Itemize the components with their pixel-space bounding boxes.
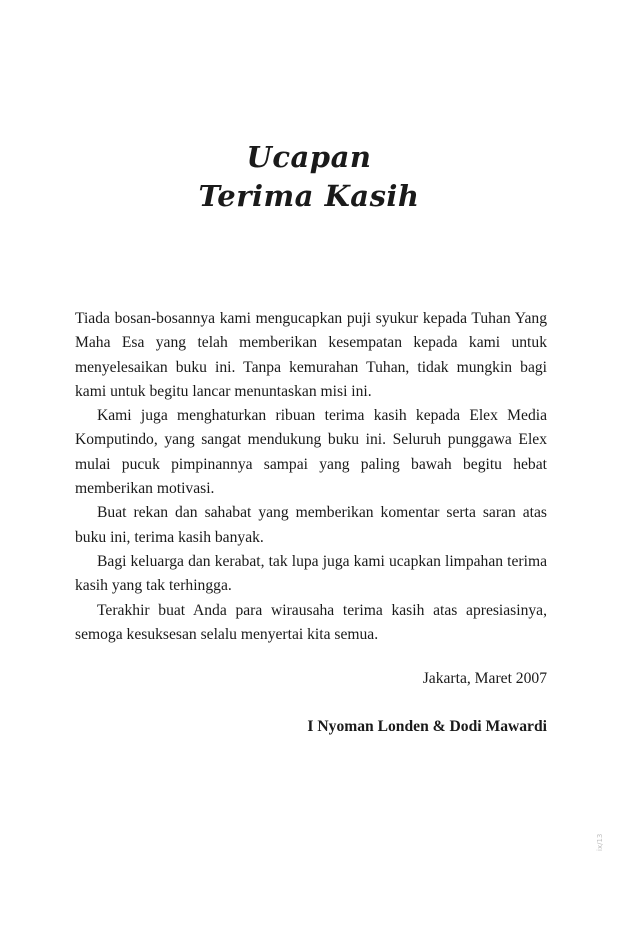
paragraph-3: Buat rekan dan sahabat yang memberikan komentar serta saran atas buku ini, terima kasih banyak. — [75, 504, 547, 546]
paragraph-4: Bagi keluarga dan kerabat, tak lupa juga kami ucapkan limpahan terima kasih yang tak terhingga. — [75, 552, 547, 595]
paragraph-5: Terakhir buat Anda para wirausaha terima kasih atas apresiasinya, semoga kesuksesan selalu menyertai kita semua. — [75, 601, 547, 643]
title-line-2: Terima Kasih — [198, 179, 420, 213]
author-signature: I Nyoman Londen & Dodi Mawardi — [307, 718, 547, 735]
paragraph-2: Kami juga menghaturkan ribuan terima kasih kepada Elex Media Komputindo, yang sangat mendukung buku ini. Seluruh punggawa Elex mulai pucuk pimpinannya sampai yang paling bawah begitu hebat memberikan motivasi. — [75, 407, 547, 498]
acknowledgement-body — [75, 307, 547, 647]
page-title — [0, 138, 618, 216]
title-line-1: Ucapan — [246, 140, 372, 174]
place-and-date: Jakarta, Maret 2007 — [422, 670, 547, 687]
margin-note: ix/13 — [596, 833, 604, 851]
paragraph-1: Tiada bosan-bosannya kami mengucapkan puji syukur kepada Tuhan Yang Maha Esa yang telah memberikan kesempatan kepada kami untuk menyelesaikan buku ini. Tanpa kemurahan Tuhan, tidak mungkin bagi kami untuk begitu lancar menuntaskan misi ini. — [75, 310, 547, 400]
